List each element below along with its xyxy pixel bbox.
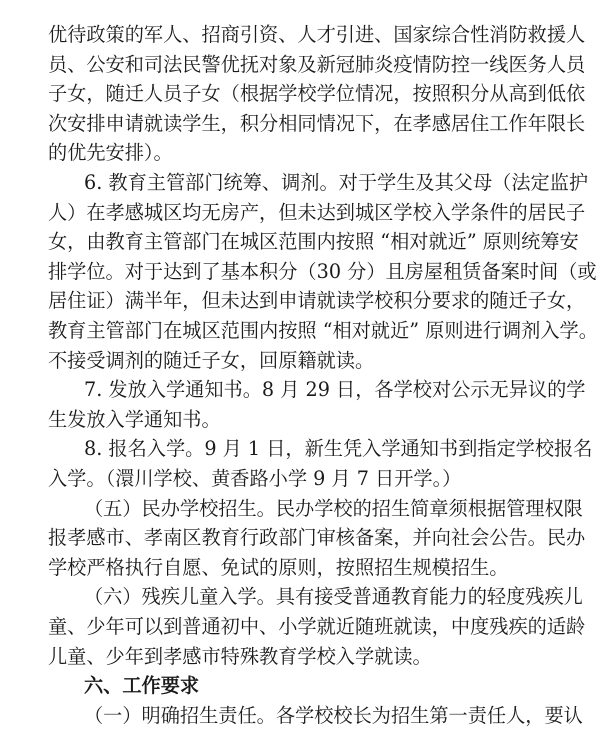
text-line: 排学位。对于达到了基本积分（30 分）且房屋租赁备案时间（或 <box>48 259 597 283</box>
text-line: 不接受调剂的随迁子女，回原籍就读。 <box>48 348 375 372</box>
text-line: 报孝感市、孝南区教育行政部门审核备案，并向社会公告。民办 <box>48 526 586 550</box>
text-line: 6. 教育主管部门统筹、调剂。对于学生及其父母（法定监护 <box>84 171 589 194</box>
text-line: 次安排申请就读学生，积分相同情况下，在孝感居住工作年限长 <box>48 111 586 135</box>
text-line: 入学。（澴川学校、黄香路小学 9 月 7 日开学。） <box>48 467 462 490</box>
text-line: 学校严格执行自愿、免试的原则，按照招生规模招生。 <box>48 555 509 579</box>
text-line: 教育主管部门在城区范围内按照 “相对就近” 原则进行调剂入学。 <box>48 319 598 342</box>
text-line: 子女，随迁人员子女（根据学校学位情况，按照积分从高到低依 <box>48 82 586 106</box>
text-line: 人）在孝感城区均无房产，但未达到城区学校入学条件的居民子 <box>48 200 586 224</box>
text-line: 的优先安排）。 <box>48 141 173 165</box>
text-line: （一）明确招生责任。各学校校长为招生第一责任人，要认 <box>84 703 583 727</box>
text-line: 优待政策的军人、招商引资、人才引进、国家综合性消防救援人 <box>48 23 586 46</box>
text-line: 女，由教育主管部门在城区范围内按照 “相对就近” 原则统筹安 <box>48 230 579 254</box>
text-line: 儿童、少年到孝感市特殊教育学校入学就读。 <box>48 644 432 668</box>
text-line: （五）民办学校招生。民办学校的招生简章须根据管理权限 <box>84 496 583 520</box>
section-heading: 六、工作要求 <box>84 674 200 698</box>
text-line: （六）残疾儿童入学。具有接受普通教育能力的轻度残疾儿 <box>84 585 583 609</box>
text-line: 童、少年可以到普通初中、小学就近随班就读，中度残疾的适龄 <box>48 615 586 638</box>
text-line: 7. 发放入学通知书。8 月 29 日，各学校对公示无异议的学 <box>84 378 586 402</box>
text-line: 员、公安和司法民警优抚对象及新冠肺炎疫情防控一线医务人员 <box>48 52 586 76</box>
text-line: 生发放入学通知书。 <box>48 407 221 431</box>
text-line: 8. 报名入学。9 月 1 日，新生凭入学通知书到指定学校报名 <box>84 437 593 461</box>
text-line: 居住证）满半年，但未达到申请就读学校积分要求的随迁子女， <box>48 289 586 313</box>
